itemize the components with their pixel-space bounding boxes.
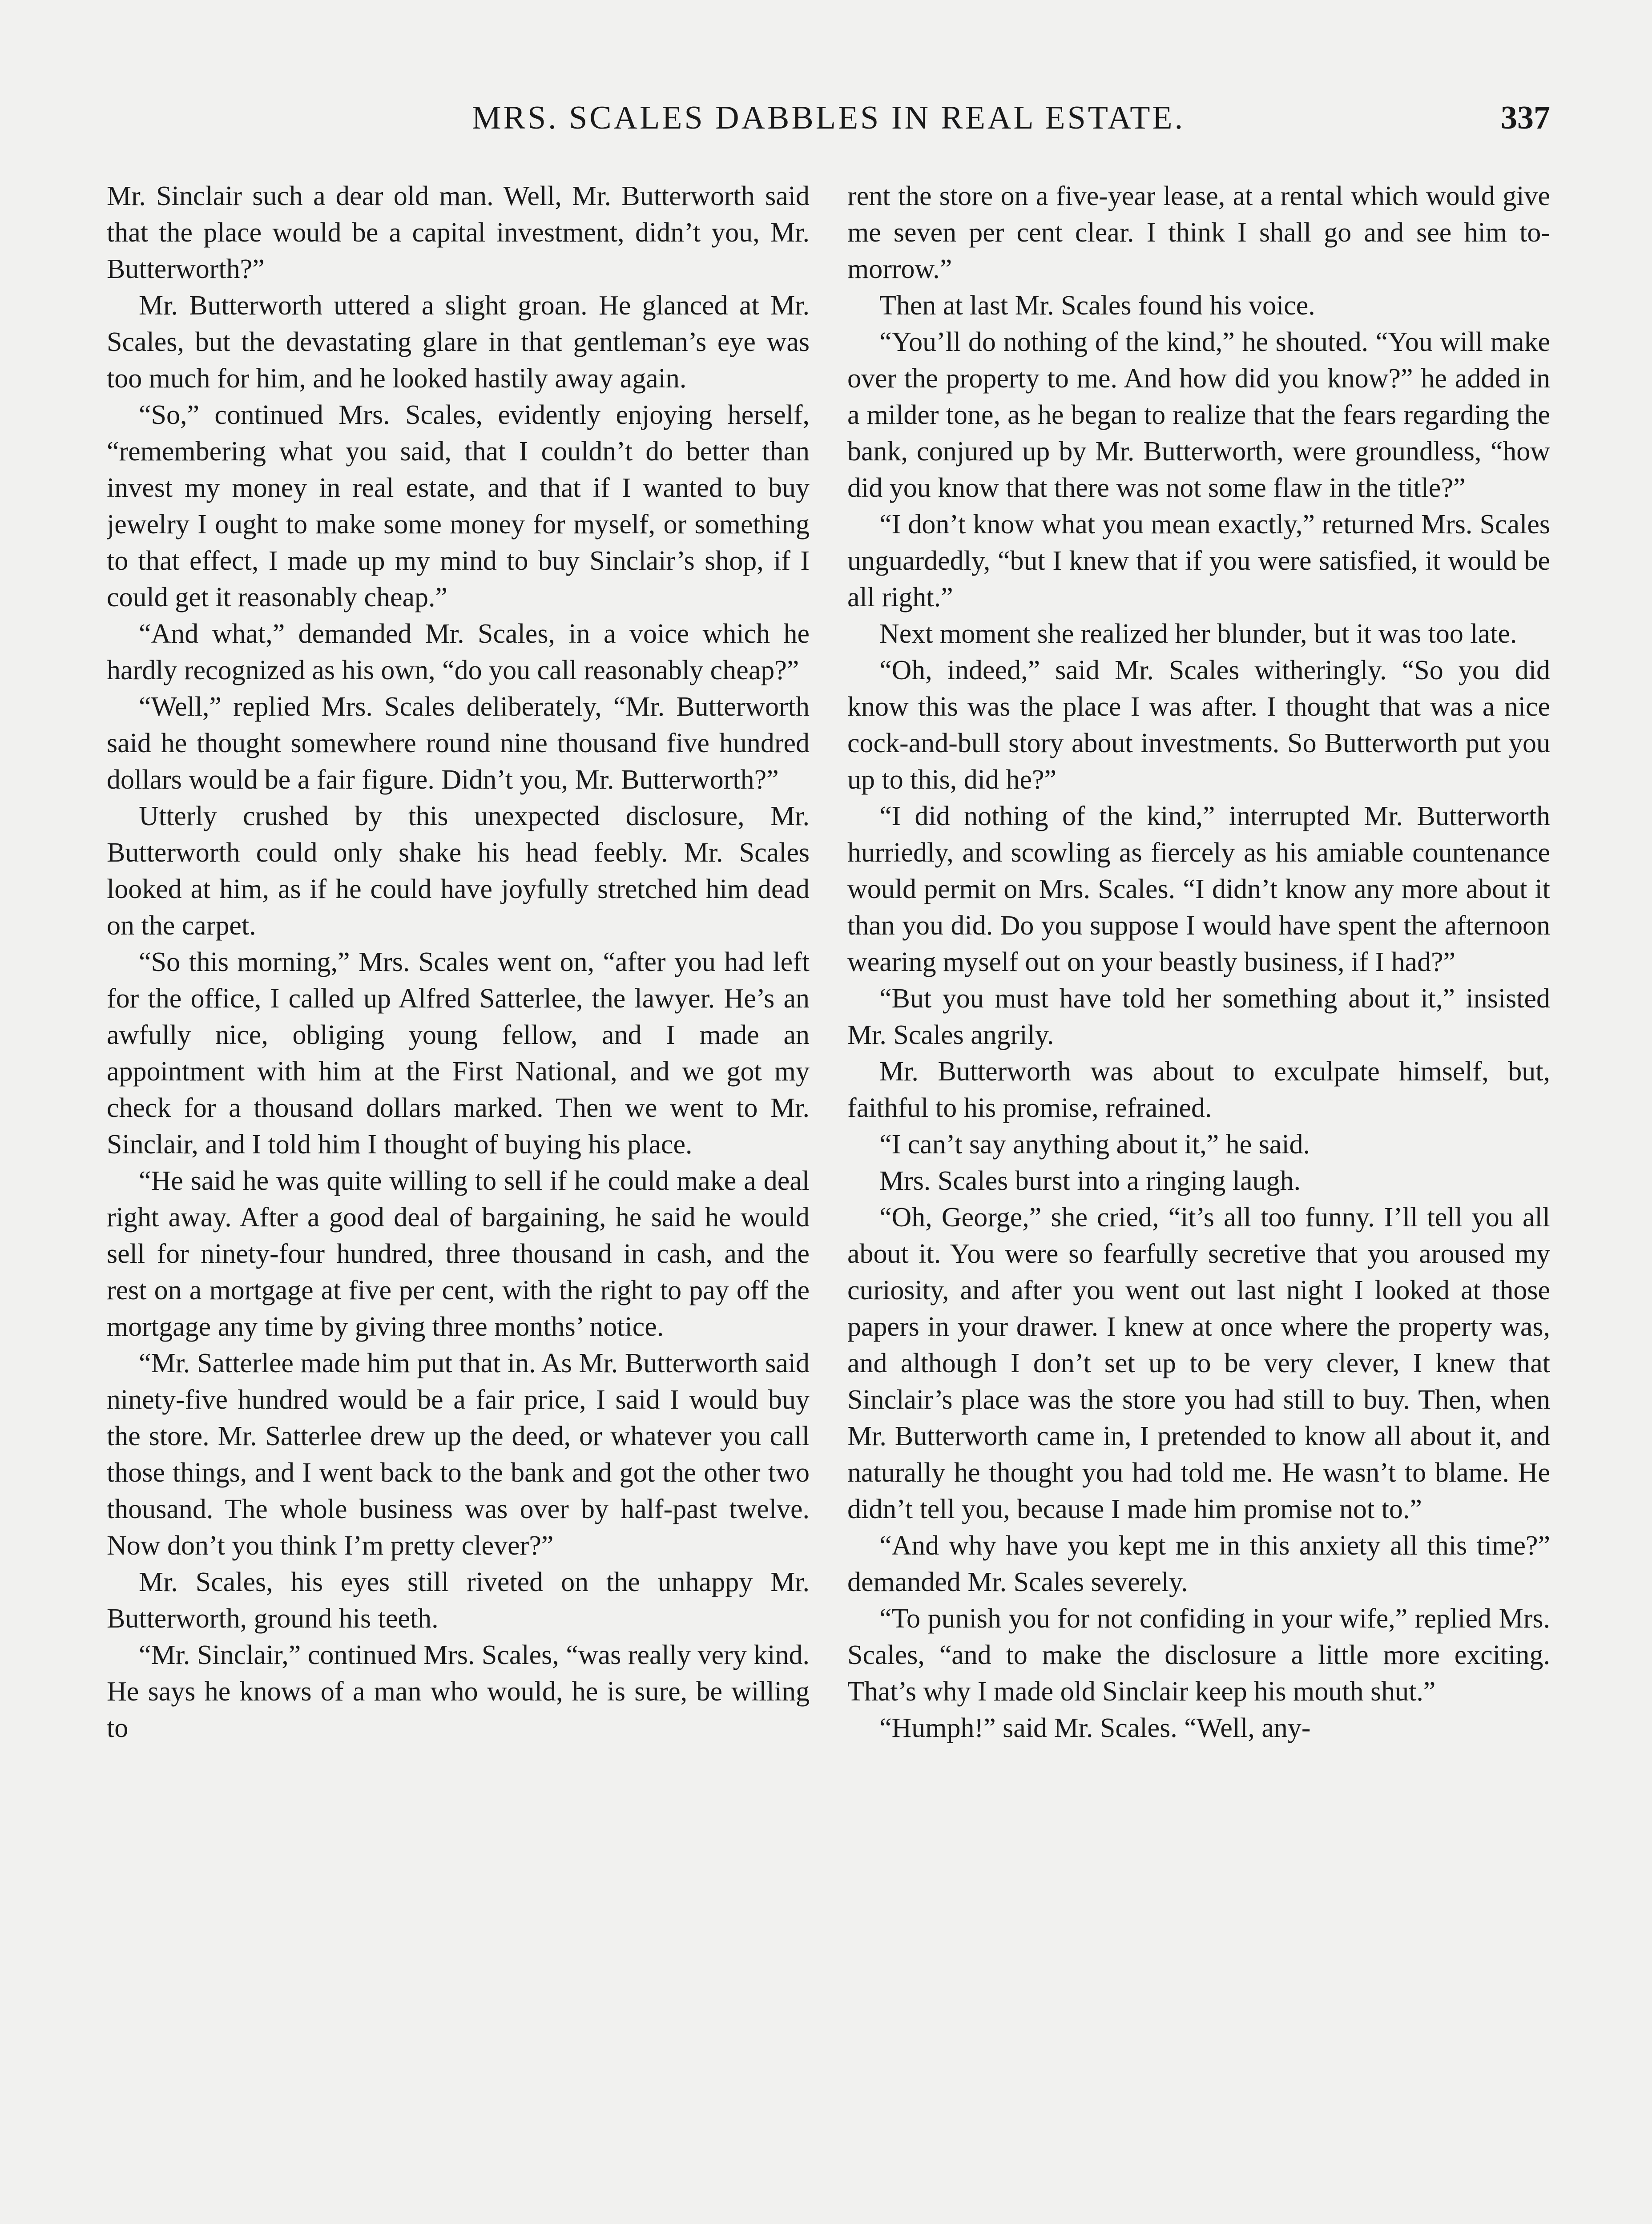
paragraph: “I don’t know what you mean exactly,” returned Mrs. Scales unguardedly, “but I knew that if you were satisfied, it would be all right.” — [847, 509, 1550, 612]
paragraph: Next moment she realized her blunder, but it was too late. — [879, 619, 1517, 649]
left-column — [107, 178, 810, 2224]
paragraph: “I did nothing of the kind,” interrupted Mr. Butterworth hurriedly, and scowling as fiercely as his amiable countenance would permit on Mrs. Scales. “I didn’t know any more about it than you did. Do you suppose I would have spent the afternoon wearing myself out on your beastly business, if I had?” — [847, 801, 1550, 977]
paragraph: Mr. Butterworth was about to exculpate himself, but, faithful to his promise, refrained. — [847, 1056, 1550, 1123]
paragraph: “Oh, indeed,” said Mr. Scales witheringly. “So you did know this was the place I was after. I thought that was a nice cock-and-bull story about investments. So Butterworth put you up to this, did he?” — [847, 655, 1550, 795]
right-column — [847, 178, 1550, 2224]
page-number: 337 — [1501, 100, 1550, 136]
paragraph: “So this morning,” Mrs. Scales went on, “after you had left for the office, I called up Alfred Satterlee, the lawyer. He’s an awfully nice, obliging young fellow, and I made an appointment with him at the First National, and we got my check for a thousand dollars marked. Then we went to Mr. Sinclair, and I told him I thought of buying his place. — [107, 947, 810, 1160]
paragraph: Mrs. Scales burst into a ringing laugh. — [879, 1166, 1301, 1196]
paragraph: “Well,” replied Mrs. Scales deliberately, “Mr. Butterworth said he thought somewhere round nine thousand five hundred dollars would be a fair figure. Didn’t you, Mr. Butterworth?” — [107, 692, 810, 795]
paragraph: Mr. Scales, his eyes still riveted on the unhappy Mr. Butterworth, ground his teeth. — [107, 1567, 810, 1634]
paragraph: Then at last Mr. Scales found his voice. — [879, 290, 1315, 321]
paragraph: “I can’t say anything about it,” he said. — [879, 1129, 1310, 1160]
paragraph: “To punish you for not confiding in your wife,” replied Mrs. Scales, “and to make the disclosure a little more exciting. That’s why I made old Sinclair keep his mouth shut.” — [847, 1604, 1550, 1707]
running-title: MRS. SCALES DABBLES IN REAL ESTATE. — [471, 100, 1185, 136]
paragraph: “You’ll do nothing of the kind,” he shouted. “You will make over the property to me. And how did you know?” he added in a milder tone, as he began to realize that the fears regarding the bank, conjured up by Mr. Butterworth, were groundless, “how did you know that there was not some flaw in the title?” — [847, 327, 1550, 503]
paragraph: “So,” continued Mrs. Scales, evidently enjoying herself, “remembering what you said, that I couldn’t do better than invest my money in real estate, and that if I wanted to buy jewelry I ought to make some money for myself, or something to that effect, I made up my mind to buy Sinclair’s shop, if I could get it reasonably cheap.” — [107, 400, 810, 612]
paragraph: rent the store on a five-year lease, at a rental which would give me seven per cent clear. I think I shall go and see him to-morrow.” — [847, 181, 1550, 284]
paragraph: “Humph!” said Mr. Scales. “Well, any- — [879, 1713, 1311, 1743]
paragraph: “And what,” demanded Mr. Scales, in a voice which he hardly recognized as his own, “do you call reasonably cheap?” — [107, 619, 810, 685]
paragraph: Mr. Butterworth uttered a slight groan. He glanced at Mr. Scales, but the devastating glare in that gentleman’s eye was too much for him, and he looked hastily away again. — [107, 290, 810, 394]
text-columns — [107, 178, 1550, 2224]
running-head — [107, 91, 1550, 145]
paragraph: Utterly crushed by this unexpected disclosure, Mr. Butterworth could only shake his head feebly. Mr. Scales looked at him, as if he could have joyfully stretched him dead on the carpet. — [107, 801, 810, 941]
paragraph: Mr. Sinclair such a dear old man. Well, Mr. Butterworth said that the place would be a capital investment, didn’t you, Mr. Butterworth?” — [107, 181, 810, 284]
paragraph: “He said he was quite willing to sell if he could make a deal right away. After a good deal of bargaining, he said he would sell for ninety-four hundred, three thousand in cash, and the rest on a mortgage at five per cent, with the right to pay off the mortgage any time by giving three months’ notice. — [107, 1166, 810, 1342]
paragraph: “Mr. Sinclair,” continued Mrs. Scales, “was really very kind. He says he knows of a man who would, he is sure, be willing to — [107, 1640, 810, 1743]
paragraph: “But you must have told her something about it,” insisted Mr. Scales angrily. — [847, 983, 1550, 1050]
paragraph: “And why have you kept me in this anxiety all this time?” demanded Mr. Scales severely. — [847, 1531, 1550, 1597]
paragraph: “Mr. Satterlee made him put that in. As Mr. Butterworth said ninety-five hundred would be a fair price, I said I would buy the store. Mr. Satterlee drew up the deed, or whatever you call those things, and I went back to the bank and got the other two thousand. The whole business was over by half-past twelve. Now don’t you think I’m pretty clever?” — [107, 1348, 810, 1561]
paragraph: “Oh, George,” she cried, “it’s all too funny. I’ll tell you all about it. You were so fearfully secretive that you aroused my curiosity, and after you went out last night I looked at those papers in your drawer. I knew at once where the property was, and although I don’t set up to be very clever, I knew that Sinclair’s place was the store you had still to buy. Then, when Mr. Butterworth came in, I pretended to know all about it, and naturally he thought you had told me. He wasn’t to blame. He didn’t tell you, because I made him promise not to.” — [847, 1202, 1550, 1524]
